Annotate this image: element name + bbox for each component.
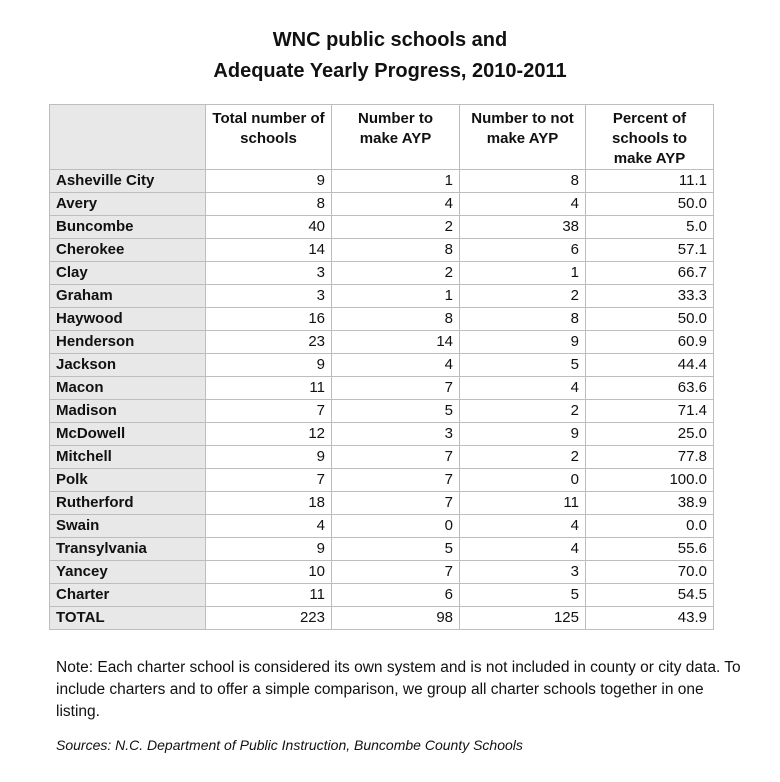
total-schools-cell: 3 — [206, 262, 332, 285]
district-name-cell: Yancey — [50, 561, 206, 584]
percent-ayp-cell: 100.0 — [586, 469, 714, 492]
not-make-ayp-cell: 2 — [460, 285, 586, 308]
make-ayp-cell: 5 — [332, 400, 460, 423]
district-name-cell: Macon — [50, 377, 206, 400]
district-name-cell: Jackson — [50, 354, 206, 377]
percent-ayp-cell: 33.3 — [586, 285, 714, 308]
district-name-cell: Graham — [50, 285, 206, 308]
total-schools-cell: 9 — [206, 538, 332, 561]
percent-ayp-cell: 11.1 — [586, 170, 714, 193]
percent-ayp-cell: 44.4 — [586, 354, 714, 377]
make-ayp-cell: 2 — [332, 216, 460, 239]
table-row — [50, 561, 714, 584]
percent-ayp-cell: 50.0 — [586, 308, 714, 331]
total-schools-cell: 12 — [206, 423, 332, 446]
make-ayp-cell: 3 — [332, 423, 460, 446]
header-not-make-ayp: Number to not make AYP — [460, 105, 586, 170]
percent-ayp-cell: 66.7 — [586, 262, 714, 285]
make-ayp-cell: 1 — [332, 285, 460, 308]
table-row — [50, 538, 714, 561]
make-ayp-cell: 7 — [332, 377, 460, 400]
district-name-cell: Swain — [50, 515, 206, 538]
not-make-ayp-cell: 0 — [460, 469, 586, 492]
total-schools-cell: 40 — [206, 216, 332, 239]
title-line-1: WNC public schools and — [272, 29, 508, 51]
table-row — [50, 331, 714, 354]
not-make-ayp-cell: 5 — [460, 584, 586, 607]
not-make-ayp-cell: 5 — [460, 354, 586, 377]
not-make-ayp-cell: 4 — [460, 377, 586, 400]
table-row — [50, 607, 714, 630]
percent-ayp-cell: 57.1 — [586, 239, 714, 262]
table-row — [50, 308, 714, 331]
table-row — [50, 423, 714, 446]
total-schools-cell: 11 — [206, 584, 332, 607]
district-name-cell: TOTAL — [50, 607, 206, 630]
district-name-cell: Clay — [50, 262, 206, 285]
make-ayp-cell: 8 — [332, 308, 460, 331]
district-name-cell: Polk — [50, 469, 206, 492]
make-ayp-cell: 14 — [332, 331, 460, 354]
percent-ayp-cell: 77.8 — [586, 446, 714, 469]
percent-ayp-cell: 71.4 — [586, 400, 714, 423]
not-make-ayp-cell: 8 — [460, 308, 586, 331]
total-schools-cell: 4 — [206, 515, 332, 538]
total-schools-cell: 16 — [206, 308, 332, 331]
district-name-cell: Henderson — [50, 331, 206, 354]
total-schools-cell: 23 — [206, 331, 332, 354]
not-make-ayp-cell: 125 — [460, 607, 586, 630]
table-row — [50, 469, 714, 492]
table-row — [50, 515, 714, 538]
make-ayp-cell: 7 — [332, 469, 460, 492]
percent-ayp-cell: 60.9 — [586, 331, 714, 354]
percent-ayp-cell: 63.6 — [586, 377, 714, 400]
total-schools-cell: 9 — [206, 446, 332, 469]
table-row — [50, 446, 714, 469]
district-name-cell: Rutherford — [50, 492, 206, 515]
header-total-schools: Total number of schools — [206, 105, 332, 170]
percent-ayp-cell: 38.9 — [586, 492, 714, 515]
total-schools-cell: 18 — [206, 492, 332, 515]
not-make-ayp-cell: 3 — [460, 561, 586, 584]
make-ayp-cell: 5 — [332, 538, 460, 561]
percent-ayp-cell: 25.0 — [586, 423, 714, 446]
district-name-cell: Cherokee — [50, 239, 206, 262]
not-make-ayp-cell: 4 — [460, 538, 586, 561]
source-text: Sources: N.C. Department of Public Instruction, Buncombe County Schools — [56, 737, 523, 753]
make-ayp-cell: 4 — [332, 354, 460, 377]
make-ayp-cell: 7 — [332, 446, 460, 469]
header-make-ayp: Number to make AYP — [332, 105, 460, 170]
table-header-row — [50, 105, 714, 170]
total-schools-cell: 7 — [206, 400, 332, 423]
not-make-ayp-cell: 4 — [460, 515, 586, 538]
title-line-2: Adequate Yearly Progress, 2010-2011 — [213, 60, 567, 82]
total-schools-cell: 11 — [206, 377, 332, 400]
not-make-ayp-cell: 9 — [460, 331, 586, 354]
table-row — [50, 216, 714, 239]
table-row — [50, 400, 714, 423]
not-make-ayp-cell: 2 — [460, 400, 586, 423]
header-percent-ayp: Percent of schools to make AYP — [586, 105, 714, 170]
table-row — [50, 170, 714, 193]
make-ayp-cell: 4 — [332, 193, 460, 216]
table-row — [50, 285, 714, 308]
total-schools-cell: 9 — [206, 354, 332, 377]
table-row — [50, 262, 714, 285]
table-row — [50, 354, 714, 377]
total-schools-cell: 14 — [206, 239, 332, 262]
make-ayp-cell: 1 — [332, 170, 460, 193]
total-schools-cell: 223 — [206, 607, 332, 630]
total-schools-cell: 3 — [206, 285, 332, 308]
district-name-cell: McDowell — [50, 423, 206, 446]
district-name-cell: Avery — [50, 193, 206, 216]
make-ayp-cell: 7 — [332, 561, 460, 584]
not-make-ayp-cell: 9 — [460, 423, 586, 446]
table-row — [50, 239, 714, 262]
percent-ayp-cell: 50.0 — [586, 193, 714, 216]
not-make-ayp-cell: 8 — [460, 170, 586, 193]
total-schools-cell: 8 — [206, 193, 332, 216]
not-make-ayp-cell: 4 — [460, 193, 586, 216]
total-schools-cell: 10 — [206, 561, 332, 584]
table-body — [50, 170, 714, 630]
make-ayp-cell: 0 — [332, 515, 460, 538]
ayp-table — [49, 104, 714, 630]
header-blank — [50, 105, 206, 170]
make-ayp-cell: 2 — [332, 262, 460, 285]
note-text: Note: Each charter school is considered its own system and is not included in county or city data. To include charters and to offer a simple comparison, we group all charter schools together in one listing. — [56, 659, 741, 720]
table-row — [50, 492, 714, 515]
total-schools-cell: 7 — [206, 469, 332, 492]
table-row — [50, 377, 714, 400]
district-name-cell: Asheville City — [50, 170, 206, 193]
make-ayp-cell: 6 — [332, 584, 460, 607]
percent-ayp-cell: 54.5 — [586, 584, 714, 607]
percent-ayp-cell: 5.0 — [586, 216, 714, 239]
make-ayp-cell: 7 — [332, 492, 460, 515]
not-make-ayp-cell: 1 — [460, 262, 586, 285]
table-row — [50, 584, 714, 607]
percent-ayp-cell: 70.0 — [586, 561, 714, 584]
percent-ayp-cell: 0.0 — [586, 515, 714, 538]
not-make-ayp-cell: 2 — [460, 446, 586, 469]
make-ayp-cell: 98 — [332, 607, 460, 630]
district-name-cell: Madison — [50, 400, 206, 423]
total-schools-cell: 9 — [206, 170, 332, 193]
district-name-cell: Buncombe — [50, 216, 206, 239]
not-make-ayp-cell: 11 — [460, 492, 586, 515]
district-name-cell: Mitchell — [50, 446, 206, 469]
district-name-cell: Charter — [50, 584, 206, 607]
not-make-ayp-cell: 38 — [460, 216, 586, 239]
percent-ayp-cell: 55.6 — [586, 538, 714, 561]
percent-ayp-cell: 43.9 — [586, 607, 714, 630]
make-ayp-cell: 8 — [332, 239, 460, 262]
district-name-cell: Haywood — [50, 308, 206, 331]
district-name-cell: Transylvania — [50, 538, 206, 561]
not-make-ayp-cell: 6 — [460, 239, 586, 262]
table-row — [50, 193, 714, 216]
